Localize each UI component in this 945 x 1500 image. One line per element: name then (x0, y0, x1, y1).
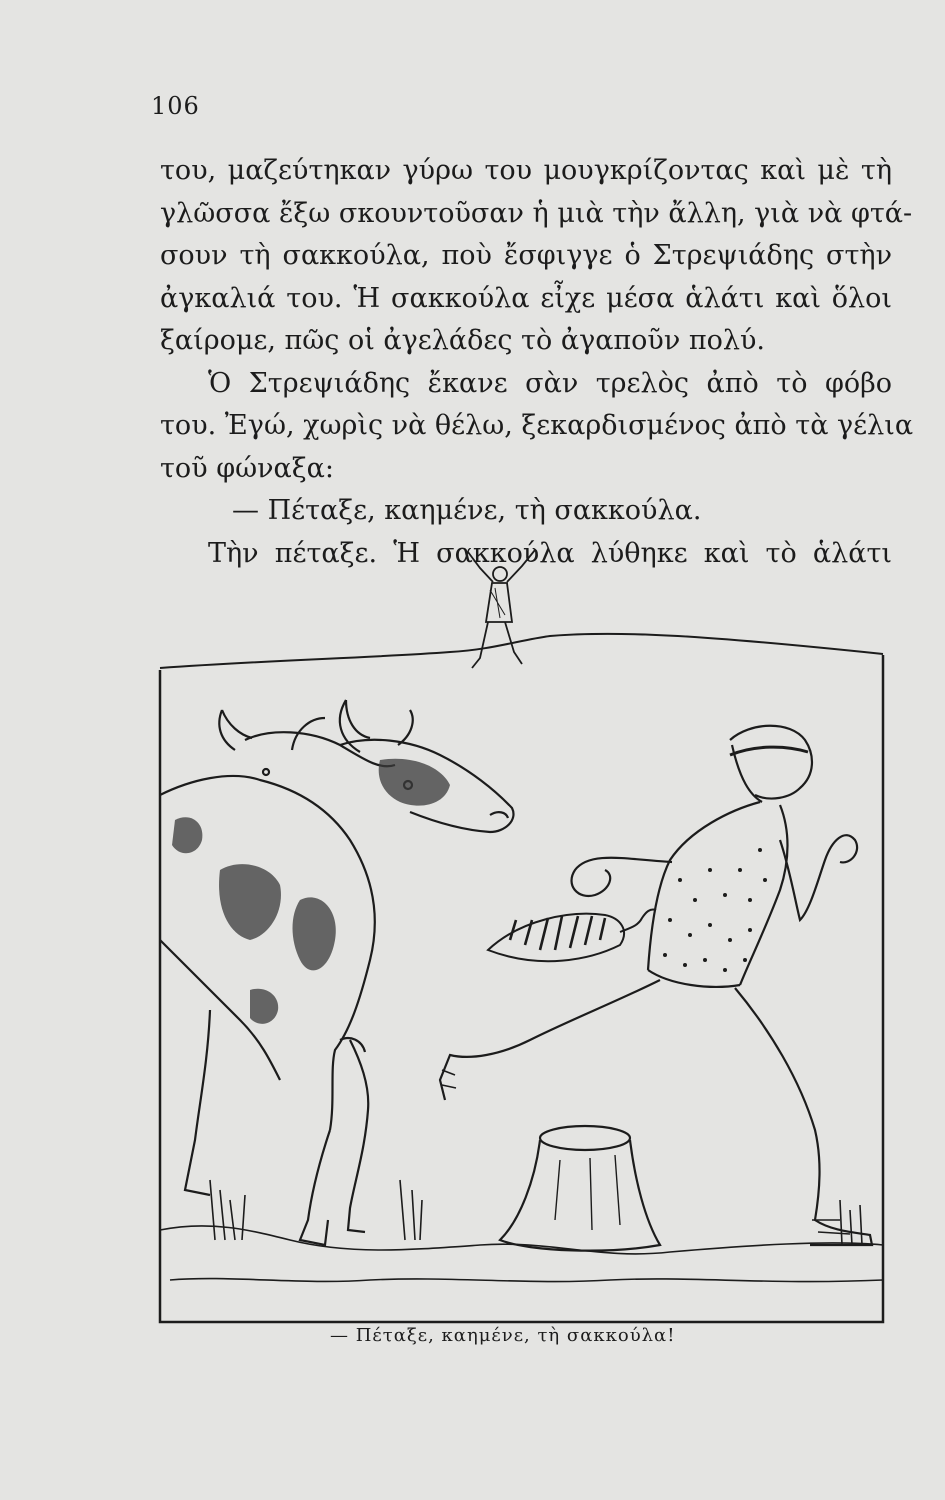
text-line: Τὴν πέταξε. Ἡ σακκούλα λύθηκε καὶ τὸ ἁλάτι (208, 537, 892, 569)
illustration-frame (160, 634, 883, 1322)
text-line: — Πέταξε, καημένε, τὴ σακκούλα. (232, 495, 702, 526)
text-line: Ὁ Στρεψιάδης ἔκανε σὰν τρελὸς ἀπὸ τὸ φόβο (208, 367, 892, 399)
text-line: ἀγκαλιά του. Ἡ σακκούλα εἶχε μέσα ἁλάτι καὶ ὅλοι (160, 282, 892, 314)
ground-grass (160, 1180, 883, 1282)
text-line: ξαίρομε, πῶς οἱ ἀγελάδες τὸ ἀγαποῦν πολύ. (160, 325, 765, 356)
illustration (150, 540, 895, 1330)
text-line: σουν τὴ σακκούλα, ποὺ ἔσφιγγε ὁ Στρεψιάδης στὴν (160, 240, 892, 271)
text-line: τοῦ φώναξα: (160, 452, 334, 484)
running-man-figure (440, 726, 872, 1245)
illustration-caption: — Πέταξε, καημένε, τὴ σακκούλα! (330, 1325, 676, 1346)
tree-stump (500, 1126, 660, 1251)
cow-figure (160, 700, 513, 1245)
text-line: του. Ἐγώ, χωρὶς νὰ θέλω, ξεκαρδισμένος ἀπὸ τὰ γέλια (160, 410, 914, 441)
tunic-pattern (663, 848, 767, 972)
page-number: 106 (151, 92, 200, 120)
body-text (160, 150, 914, 575)
salt-sack (488, 909, 656, 961)
small-figure-on-hill (468, 550, 535, 668)
cow-spots (172, 759, 450, 1024)
text-line: γλῶσσα ἔξω σκουντοῦσαν ἡ μιὰ τὴν ἄλλη, γιὰ νὰ φτά- (160, 197, 913, 229)
text-line: του, μαζεύτηκαν γύρω του μουγκρίζοντας καὶ μὲ τὴ (160, 155, 892, 186)
